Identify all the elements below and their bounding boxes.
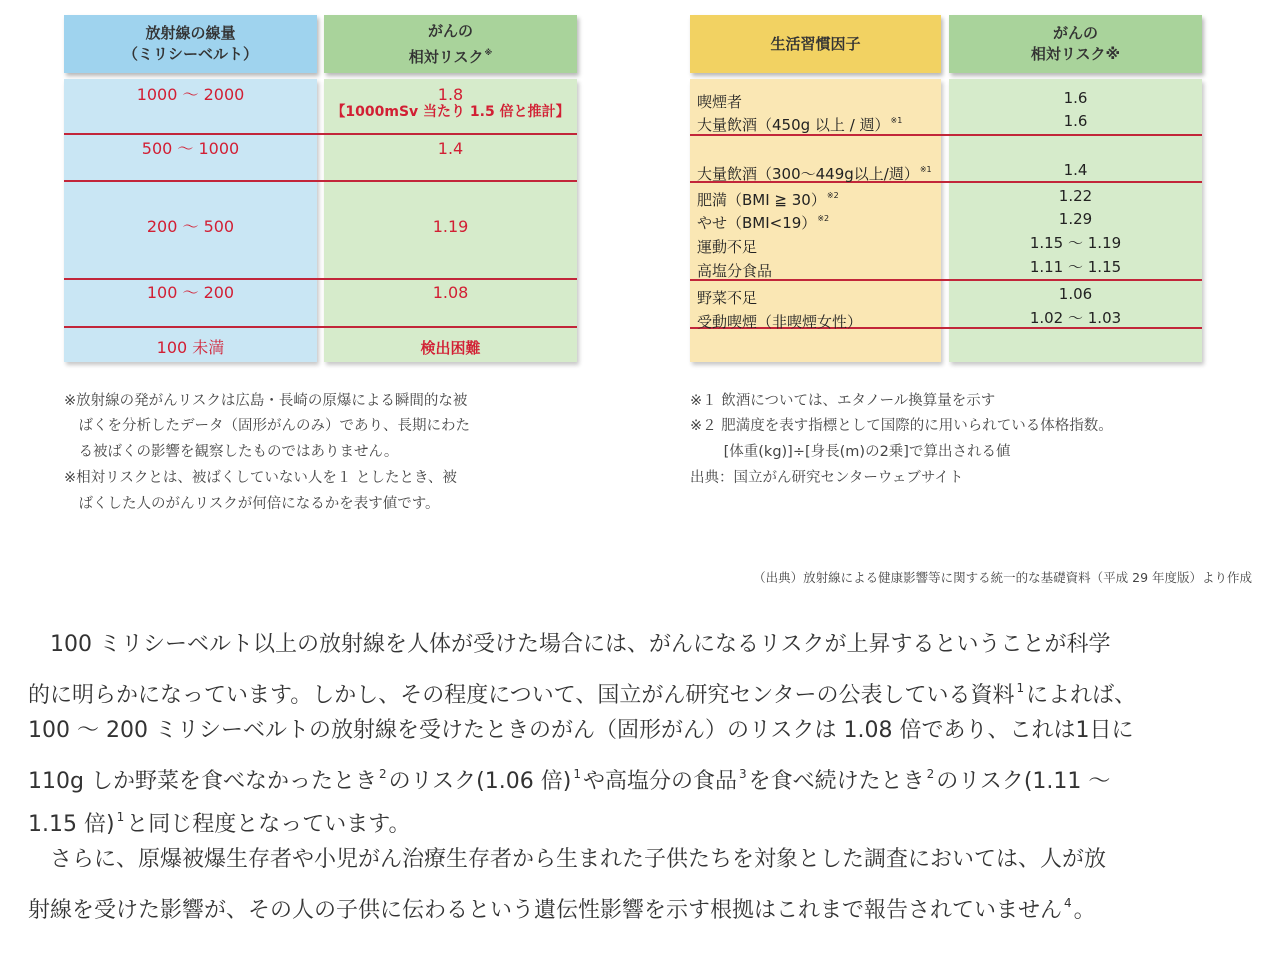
dose-cell: 100 ～ 200 [146,283,235,302]
row-divider [64,278,577,280]
footnote-ref: 1 [116,810,125,824]
header-relative-risk-line2: 相対リスク※ [1030,45,1121,63]
factor-label: 肥満（BMI ≧ 30）$^{※2}$ [697,191,839,209]
note-line: ばくした人のがんリスクが何倍になるかを表す値です。 [64,496,440,512]
note-line: ※２ 肥満度を表す指標として国際的に用いられている体格指数。 [690,418,1113,434]
note-line: ばくを分析したデータ（固形がんのみ）であり、長期にわた [64,418,470,434]
header-lifestyle [690,15,941,73]
header-risk-line1: がんの [427,21,473,40]
header-relative-risk [949,15,1202,73]
paragraph-line: 110g しか野菜を食べなかったとき $^2$のリスク(1.06 倍) $^1$や高塩分の食品 $^3$を食べ続けたとき $^2$のリスク(1.11 ～ [28,767,1111,794]
dose-cell: 100 未満 [156,338,225,357]
factor-value: 1.4 [1063,161,1088,179]
note-line: ※１ 飲酒については、エタノール換算量を示す [690,393,996,409]
factor-value: 1.6 [1063,89,1088,107]
paragraph-line: 100 ～ 200 ミリシーベルトの放射線を受けたときのがん（固形がん）のリスクは 1.08 倍であり、これは1日に [28,718,1134,743]
footnote-ref: 1 [573,767,581,781]
footnote-ref: 3 [738,767,747,781]
factor-label: 大量飲酒（300～449g以上/週）$^{※1}$ [697,165,932,183]
factor-value: 1.22 [1058,187,1093,205]
header-relative-risk-line1: がんの [1052,24,1098,42]
factor-label: 運動不足 [697,238,758,256]
factor-value: 1.29 [1058,210,1093,228]
factor-label: 大量飲酒（450g 以上 / 週）$^{※1}$ [697,116,903,134]
row-divider [64,180,577,182]
header-risk-mark: ※ [484,47,493,57]
risk-cell: 1.8 [437,85,464,104]
row-divider [64,133,577,135]
note-line: る被ばくの影響を観察したものではありません。 [64,444,399,460]
footnote-ref: 2 [926,767,935,781]
note-line: [体重(kg)]÷[身長(m)の2乗]で算出される値 [690,444,1011,460]
paragraph-line: 100 ミリシーベルト以上の放射線を人体が受けた場合には、がんになるリスクが上昇するということが科学 [28,632,1111,657]
source-citation: （出典）放射線による健康影響等に関する統一的な基礎資料（平成 29 年度版）より作成 [753,570,1252,585]
header-dose [64,15,317,73]
risk-cell: 1.08 [432,283,469,302]
factor-value: 1.11 ～ 1.15 [1029,258,1122,276]
row-divider [64,326,577,328]
paragraph-line: さらに、原爆被爆生存者や小児がん治療生存者から生まれた子供たちを対象とした調査においては、人が放 [28,847,1107,872]
footnote-ref: 4 [1064,896,1072,910]
risk-cell: 1.4 [437,139,464,158]
factor-value: 1.15 ～ 1.19 [1029,234,1122,252]
factor-label: やせ（BMI<19）$^{※2}$ [697,214,830,232]
footnote-ref: 1 [1016,681,1025,695]
factor-value: 1.06 [1058,285,1093,303]
note-line: ※相対リスクとは、被ばくしていない人を１ としたとき、被 [64,470,457,486]
factor-label: 高塩分食品 [697,262,773,280]
risk-cell: 1.19 [432,217,469,236]
factor-value: 1.02 ～ 1.03 [1029,309,1122,327]
dose-cell: 500 ～ 1000 [141,139,240,158]
factor-value: 1.6 [1063,112,1088,130]
note-line: ※放射線の発がんリスクは広島・長崎の原爆による瞬間的な被 [64,393,468,409]
risk-cell: 検出困難 [420,339,481,357]
header-lifestyle-label: 生活習慣因子 [770,34,861,53]
note-line: 出典：国立がん研究センターウェブサイト [690,470,964,486]
factor-label: 野菜不足 [697,289,758,307]
header-dose-line1: 放射線の線量 [145,24,236,42]
risk-note: 【1000mSv 当たり 1.5 倍と推計】 [331,104,570,120]
dose-cell: 200 ～ 500 [146,217,235,236]
paragraph-line: 1.15 倍) $^1$と同じ程度となっています。 [28,810,411,837]
dose-cell: 1000 ～ 2000 [136,85,245,104]
footnote-ref: 2 [378,767,387,781]
paragraph-line: 的に明らかになっています。しかし、その程度について、国立がん研究センターの公表している資料 $^1$によれば、 [28,681,1137,708]
paragraph-line: 射線を受けた影響が、その人の子供に伝わるという遺伝性影響を示す根拠はこれまで報告されていません $^4$。 [28,896,1096,923]
factor-label: 受動喫煙（非喫煙女性） [697,313,863,331]
header-risk [324,15,577,73]
factor-label: 喫煙者 [697,93,743,111]
header-dose-line2: （ミリシーベルト） [122,45,258,63]
header-risk-line2: 相対リスク※ [408,47,493,66]
